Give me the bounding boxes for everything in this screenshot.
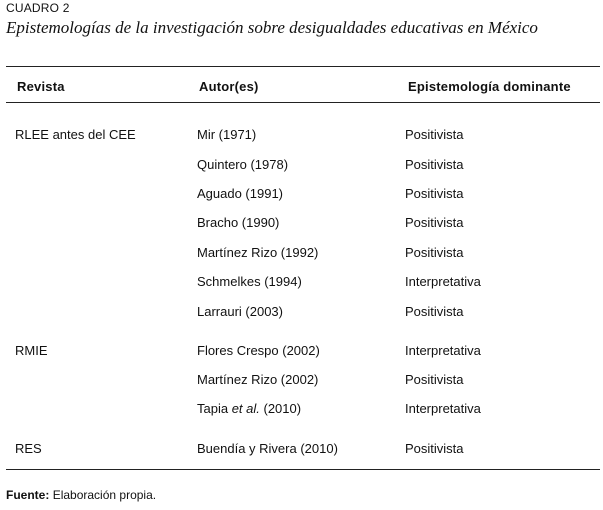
cell-author: Martínez Rizo (1992) bbox=[197, 245, 319, 260]
header-authors: Autor(es) bbox=[199, 79, 259, 94]
cell-author: Schmelkes (1994) bbox=[197, 274, 302, 289]
cell-epistemology: Positivista bbox=[405, 441, 464, 456]
cell-journal: RMIE bbox=[15, 343, 48, 358]
cell-author: Larrauri (2003) bbox=[197, 304, 283, 319]
cell-epistemology: Positivista bbox=[405, 245, 464, 260]
cell-epistemology: Interpretativa bbox=[405, 343, 481, 358]
cell-epistemology: Positivista bbox=[405, 127, 464, 142]
cell-epistemology: Positivista bbox=[405, 215, 464, 230]
cell-author: Quintero (1978) bbox=[197, 157, 289, 172]
cell-epistemology: Positivista bbox=[405, 157, 464, 172]
source-text: Elaboración propia. bbox=[52, 488, 157, 502]
cell-author: Aguado (1991) bbox=[197, 186, 284, 201]
cell-author: Buendía y Rivera (2010) bbox=[197, 441, 338, 456]
cell-epistemology: Positivista bbox=[405, 372, 464, 387]
cell-author: Martínez Rizo (2002) bbox=[197, 372, 319, 387]
cell-author: Tapia et al. (2010) bbox=[197, 401, 302, 416]
source-note bbox=[6, 488, 156, 502]
header-rule bbox=[6, 102, 600, 103]
table-label: CUADRO 2 bbox=[6, 1, 70, 15]
cell-epistemology: Interpretativa bbox=[405, 401, 481, 416]
top-rule bbox=[6, 66, 600, 67]
bottom-rule bbox=[6, 469, 600, 470]
cell-epistemology: Positivista bbox=[405, 186, 464, 201]
header-journal: Revista bbox=[17, 79, 65, 94]
table-title: Epistemologías de la investigación sobre desigualdades educativas en México bbox=[6, 18, 538, 37]
cell-epistemology: Positivista bbox=[405, 304, 464, 319]
source-label: Fuente: bbox=[6, 488, 50, 502]
header-epistemology: Epistemología dominante bbox=[408, 79, 571, 94]
cell-epistemology: Interpretativa bbox=[405, 274, 481, 289]
cell-journal: RES bbox=[15, 441, 42, 456]
cell-author: Mir (1971) bbox=[197, 127, 257, 142]
cell-journal: RLEE antes del CEE bbox=[15, 127, 136, 142]
cell-author: Flores Crespo (2002) bbox=[197, 343, 320, 358]
cell-author: Bracho (1990) bbox=[197, 215, 280, 230]
